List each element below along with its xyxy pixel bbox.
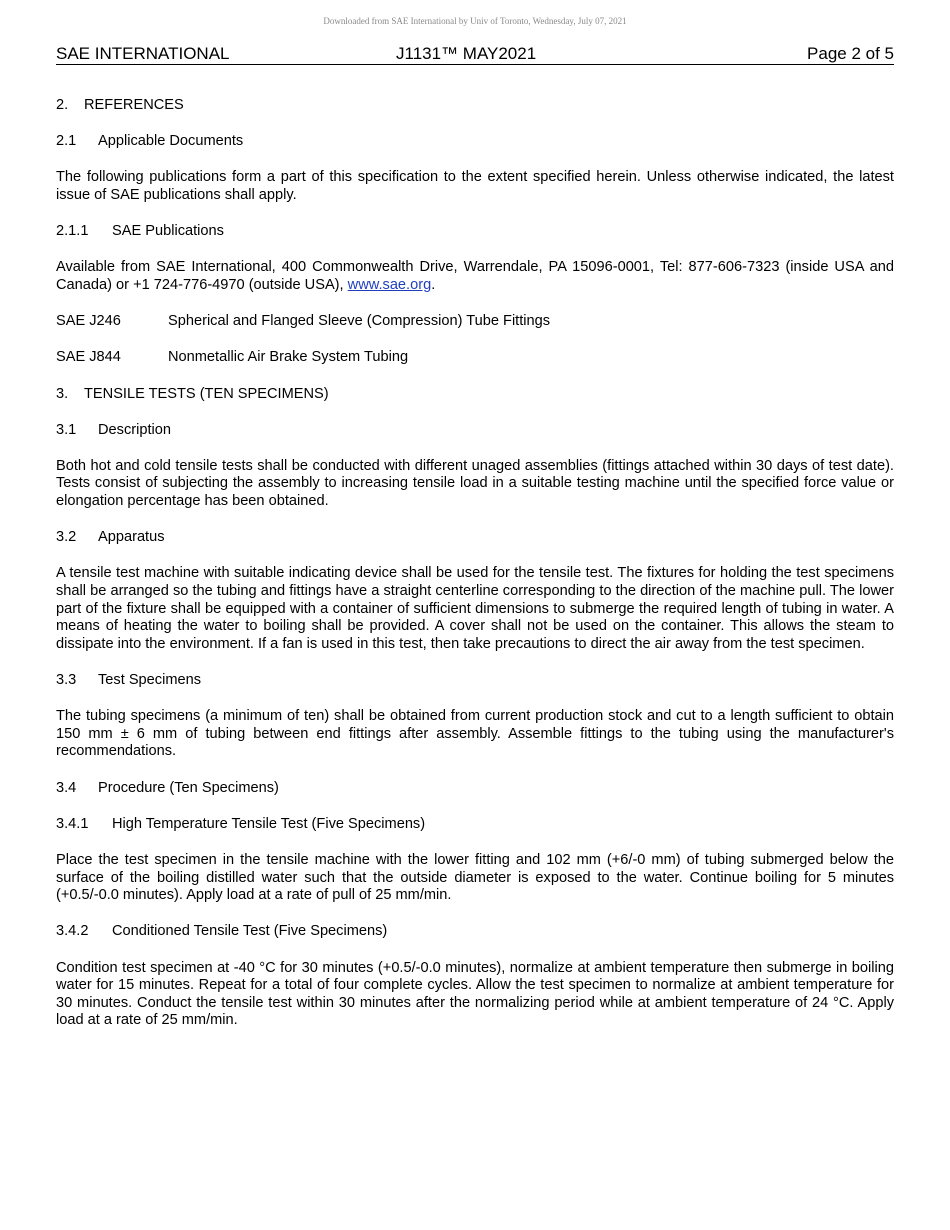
section-heading-3-4-2 [56,923,894,941]
section-heading-3-4-1 [56,816,894,834]
section-heading-2-1-1 [56,223,894,241]
section-heading-3 [56,386,894,404]
header-page-number: Page 2 of 5 [807,44,894,63]
reference-title: Spherical and Flanged Sleeve (Compression) Tube Fittings [168,313,551,330]
section-title: TENSILE TESTS (TEN SPECIMENS) [84,385,329,402]
section-number: 3.2 [56,529,77,546]
section-number: 3.1 [56,421,77,438]
section-heading-3-1 [56,422,894,440]
reference-id: SAE J844 [56,349,121,366]
section-number: 2.1.1 [56,223,89,240]
paragraph-3-3: The tubing specimens (a minimum of ten) shall be obtained from current production stock and cut to a length sufficient to obtain 150 mm ± 6 mm of tubing between end fittings after assembly. Assemble fittings to the tubing using the manufacturer's recommendations. [56,708,894,760]
section-number: 2. [56,97,69,113]
reference-id: SAE J246 [56,313,121,330]
paragraph-text: Available from SAE International, 400 Commonwealth Drive, Warrendale, PA 15096-0001, Tel: 877-606-7323 (inside USA and Canada) or +1 724-776-4970 (outside USA), [56,259,894,293]
download-watermark: Downloaded from SAE International by Univ of Toronto, Wednesday, July 07, 2021 [323,16,627,26]
section-number: 2.1 [56,133,77,150]
paragraph-3-4-2: Condition test specimen at -40 °C for 30 minutes (+0.5/-0.0 minutes), normalize at ambient temperature then submerge in boiling water for 15 minutes. Repeat for a total of four complete cycles. Allow the test specimen to normalize at ambient temperature for 30 minutes. Conduct the tensile test within 30 minutes after the normalizing period while at ambient temperature of 24 °C. Apply load at a rate of 25 mm/min. [56,959,894,1029]
document-body [56,97,894,1048]
section-number: 3. [56,385,69,402]
section-title: SAE Publications [112,223,224,240]
paragraph-2-1-1 [56,259,894,294]
reference-row [56,313,894,331]
paragraph-end: . [431,276,436,293]
reference-title: Nonmetallic Air Brake System Tubing [168,349,409,366]
section-title: Test Specimens [98,672,202,688]
section-title: Description [98,421,171,438]
header-document-id: J1131™ MAY2021 [396,44,537,63]
header-organization: SAE INTERNATIONAL [56,44,230,63]
section-title: High Temperature Tensile Test (Five Specimens) [112,815,426,832]
section-title: Apparatus [98,529,165,546]
reference-row [56,349,894,367]
section-heading-3-3 [56,672,894,690]
section-heading-3-2 [56,529,894,547]
section-title: Conditioned Tensile Test (Five Specimens) [112,923,388,940]
section-number: 3.3 [56,672,77,688]
section-title: Applicable Documents [98,133,244,150]
page-header [56,44,894,65]
paragraph-3-2: A tensile test machine with suitable indicating device shall be used for the tensile test. The fixtures for holding the test specimens shall be arranged so the tubing and fittings have a straight centerline corresponding to the direction of the machine pull. The lower part of the fixture shall be equipped with a container of sufficient dimensions to submerge the required length of tubing in water. A means of heating the water to boiling shall be provided. A cover shall not be used on the container. This allows the steam to dissipate into the environment. If a fan is used in this test, then take precautions to direct the air away from the test specimen. [56,565,894,652]
section-title: REFERENCES [84,97,184,113]
section-number: 3.4.1 [56,815,89,832]
section-number: 3.4 [56,779,77,796]
sae-website-link[interactable]: www.sae.org [347,276,432,293]
section-heading-2-1 [56,133,894,151]
paragraph-3-1: Both hot and cold tensile tests shall be conducted with different unaged assemblies (fittings attached within 30 days of test date). Tests consist of subjecting the assembly to increasing tensile load in a suitable testing machine until the specified force value or elongation percentage has been obtained. [56,457,894,510]
section-heading-3-4 [56,780,894,798]
section-heading-2 [56,97,894,115]
section-number: 3.4.2 [56,923,89,940]
paragraph-2-1: The following publications form a part of this specification to the extent specified herein. Unless otherwise indicated, the latest issue of SAE publications shall apply. [56,169,894,203]
section-title: Procedure (Ten Specimens) [98,779,279,796]
paragraph-3-4-1: Place the test specimen in the tensile machine with the lower fitting and 102 mm (+6/-0 mm) of tubing submerged below the surface of the boiling distilled water such that the outside diameter is exposed to the water. Continue boiling for 5 minutes (+0.5/-0.0 minutes). Apply load at a rate of pull of 25 mm/min. [56,851,894,904]
